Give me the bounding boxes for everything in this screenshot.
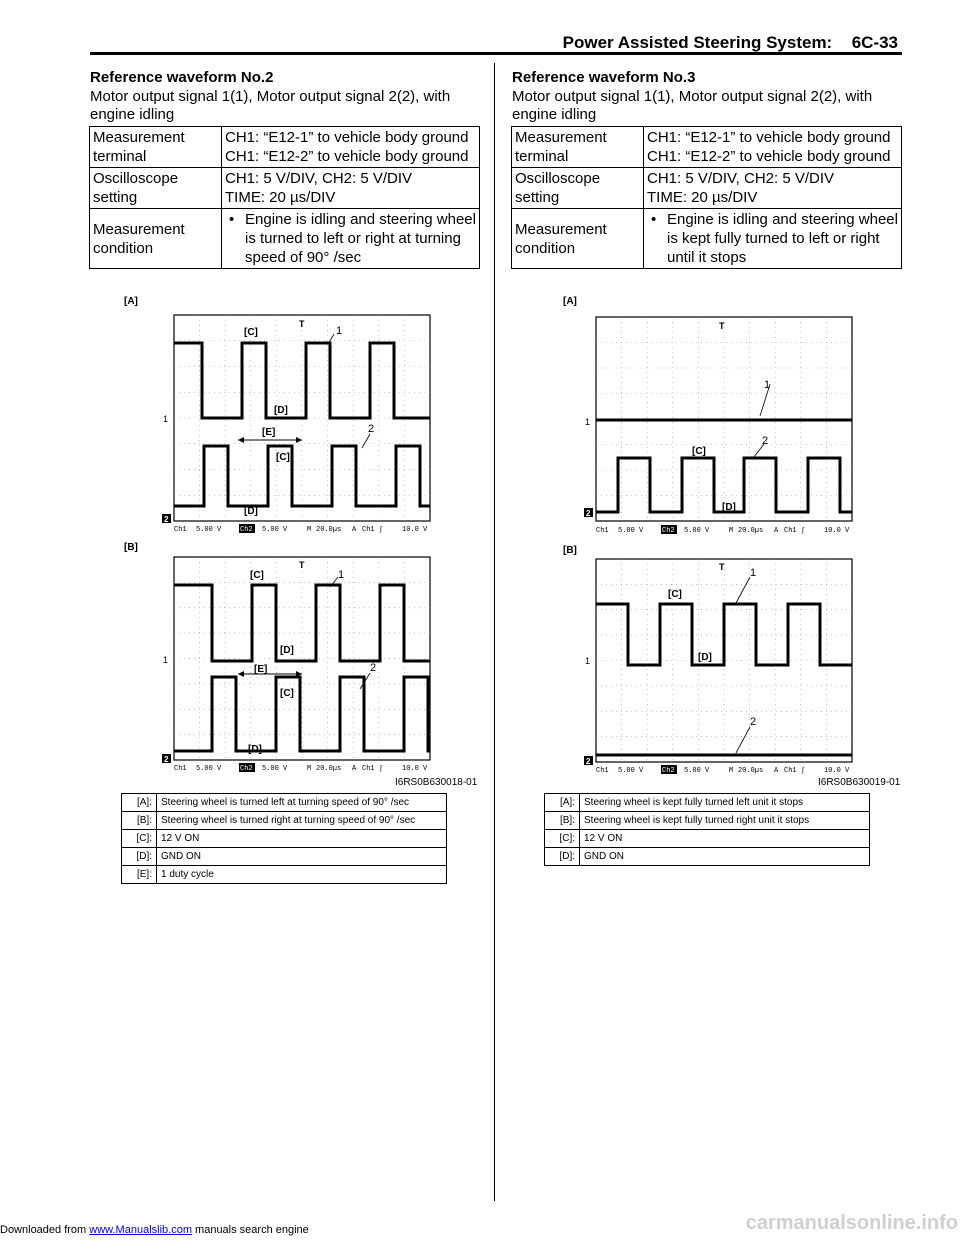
manualslib-link[interactable]: www.Manualslib.com [89,1224,192,1236]
oscilloscope-screen-right-a [584,312,856,538]
timebase: 20.0µs [738,767,764,775]
oscilloscope-screen-left-b [162,553,434,773]
spec-key: Measurement terminal [90,127,222,168]
callout-1: 1 [764,379,771,391]
left-legend-table [121,793,447,884]
trigger-marker: T [719,321,725,331]
figure-id: I6RS0B630019-01 [818,777,901,788]
m-label: M [307,526,312,534]
m-label: M [729,767,734,775]
label-d: [D] [244,506,258,517]
trigger-marker: T [719,562,725,572]
ch2-marker: 2 [164,515,169,524]
callout-1: 1 [336,325,343,337]
right-section-subtitle: Motor output signal 1(1), Motor output signal 2(2), with engine idling [512,88,873,123]
timebase: 20.0µs [738,527,764,535]
oscilloscope-screen-left-a [162,310,434,536]
ch1-scale: 5.00 V [196,765,222,773]
trigger-source: Ch1 ∫ [784,527,806,535]
ch2-marker: 2 [586,757,591,766]
scope-label-a: [A] [563,296,577,307]
spec-value [222,127,480,168]
label-d: [D] [698,652,712,663]
spec-value [222,168,480,209]
m-label: M [307,765,312,773]
trigger-marker: T [299,560,305,570]
oscilloscope-screen-right-b [584,555,856,777]
ch1-marker: 1 [585,417,591,427]
watermark: carmanualsonline.info [745,1212,958,1234]
trigger-level: 10.0 V [402,765,428,773]
a-label: A [774,767,779,775]
label-d: [D] [274,405,288,416]
ch1-marker: 1 [585,656,591,666]
trigger-marker: T [299,319,305,329]
label-d: [D] [722,502,736,513]
right-spec-table [511,126,902,269]
trigger-source: Ch1 ∫ [362,765,384,773]
trigger-level: 10.0 V [824,527,850,535]
spec-line: Engine is idling and steering wheel is kept fully turned to left or right until it stops [667,211,898,266]
ch2-scale: 5.00 V [684,527,710,535]
ch1-marker: 1 [163,414,169,424]
m-label: M [729,527,734,535]
ch1-label: Ch1 [174,526,187,534]
legend-value: Steering wheel is kept fully turned right unit it stops [580,812,870,830]
legend-key: [A]: [122,794,157,812]
bullet: • [651,211,657,228]
ch2-scale: 5.00 V [684,767,710,775]
ch1-marker: 1 [163,655,169,665]
ch2-label: Ch2 [662,767,675,775]
spec-line: CH1: 5 V/DIV, CH2: 5 V/DIV [647,170,835,187]
page-number: 6C-33 [851,33,898,52]
legend-value: Steering wheel is turned right at turning speed of 90° /sec [157,812,447,830]
header-rule [90,52,902,55]
a-label: A [774,527,779,535]
ch1-label: Ch1 [596,767,609,775]
label-c: [C] [276,452,290,463]
a-label: A [352,526,357,534]
spec-line: CH1: “E12-2” to vehicle body ground [225,148,469,165]
scope-label-b: [B] [124,542,138,553]
spec-line: CH1: 5 V/DIV, CH2: 5 V/DIV [225,170,413,187]
spec-line: Engine is idling and steering wheel is turned to left or right at turning speed of 90° /sec [245,211,476,266]
ch2-label: Ch2 [662,527,675,535]
legend-value: GND ON [157,848,447,866]
spec-key: Oscilloscope setting [512,168,644,209]
spec-line: CH1: “E12-2” to vehicle body ground [647,148,891,165]
timebase: 20.0µs [316,526,342,534]
ch2-scale: 5.00 V [262,765,288,773]
legend-key: [D]: [122,848,157,866]
right-legend-table [544,793,870,866]
legend-key: [B]: [122,812,157,830]
ch2-label: Ch2 [240,526,253,534]
download-footer [0,1224,309,1236]
label-c: [C] [280,688,294,699]
legend-key: [D]: [545,848,580,866]
ch1-scale: 5.00 V [618,767,644,775]
spec-value [644,168,902,209]
footer-suffix: manuals search engine [191,1224,309,1236]
trigger-level: 10.0 V [824,767,850,775]
ch2-label: Ch2 [240,765,253,773]
callout-2: 2 [370,662,377,674]
callout-2: 2 [750,716,757,728]
page-header [563,33,898,53]
spec-value [222,209,480,269]
legend-value: 12 V ON [580,830,870,848]
callout-1: 1 [338,569,345,581]
trigger-source: Ch1 ∫ [362,526,384,534]
ch1-scale: 5.00 V [618,527,644,535]
callout-1: 1 [750,567,757,579]
ch1-label: Ch1 [596,527,609,535]
legend-value: 1 duty cycle [157,866,447,884]
legend-key: [E]: [122,866,157,884]
column-divider [494,63,495,1201]
spec-key: Measurement condition [512,209,644,269]
a-label: A [352,765,357,773]
trigger-source: Ch1 ∫ [784,767,806,775]
spec-line: CH1: “E12-1” to vehicle body ground [647,129,891,146]
label-e: [E] [262,427,276,438]
ch2-marker: 2 [586,509,591,518]
scope-label-a: [A] [124,296,138,307]
label-c: [C] [250,570,264,581]
label-c: [C] [244,327,258,338]
legend-value: Steering wheel is turned left at turning speed of 90° /sec [157,794,447,812]
label-e: [E] [254,664,268,675]
left-section-subtitle: Motor output signal 1(1), Motor output signal 2(2), with engine idling [90,88,451,123]
bullet: • [229,211,235,228]
left-section-title: Reference waveform No.2 [90,69,274,86]
legend-value: GND ON [580,848,870,866]
figure-id: I6RS0B630018-01 [395,777,478,788]
legend-value: Steering wheel is kept fully turned left unit it stops [580,794,870,812]
legend-key: [A]: [545,794,580,812]
footer-prefix: Downloaded from [0,1224,87,1236]
left-spec-table [89,126,480,269]
ch2-scale: 5.00 V [262,526,288,534]
legend-key: [C]: [122,830,157,848]
spec-line: CH1: “E12-1” to vehicle body ground [225,129,469,146]
scope-label-b: [B] [563,545,577,556]
label-d: [D] [248,744,262,755]
ch1-scale: 5.00 V [196,526,222,534]
spec-key: Measurement condition [90,209,222,269]
spec-key: Oscilloscope setting [90,168,222,209]
spec-line: TIME: 20 µs/DIV [647,189,758,206]
spec-value [644,127,902,168]
ch1-label: Ch1 [174,765,187,773]
spec-key: Measurement terminal [512,127,644,168]
right-section-title: Reference waveform No.3 [512,69,696,86]
spec-line: TIME: 20 µs/DIV [225,189,336,206]
callout-2: 2 [368,423,375,435]
spec-value [644,209,902,269]
ch2-marker: 2 [164,755,169,764]
trigger-level: 10.0 V [402,526,428,534]
timebase: 20.0µs [316,765,342,773]
legend-key: [C]: [545,830,580,848]
label-d: [D] [280,645,294,656]
legend-value: 12 V ON [157,830,447,848]
label-c: [C] [668,589,682,600]
label-c: [C] [692,446,706,457]
callout-2: 2 [762,435,769,447]
header-title: Power Assisted Steering System: [562,33,833,52]
legend-key: [B]: [545,812,580,830]
